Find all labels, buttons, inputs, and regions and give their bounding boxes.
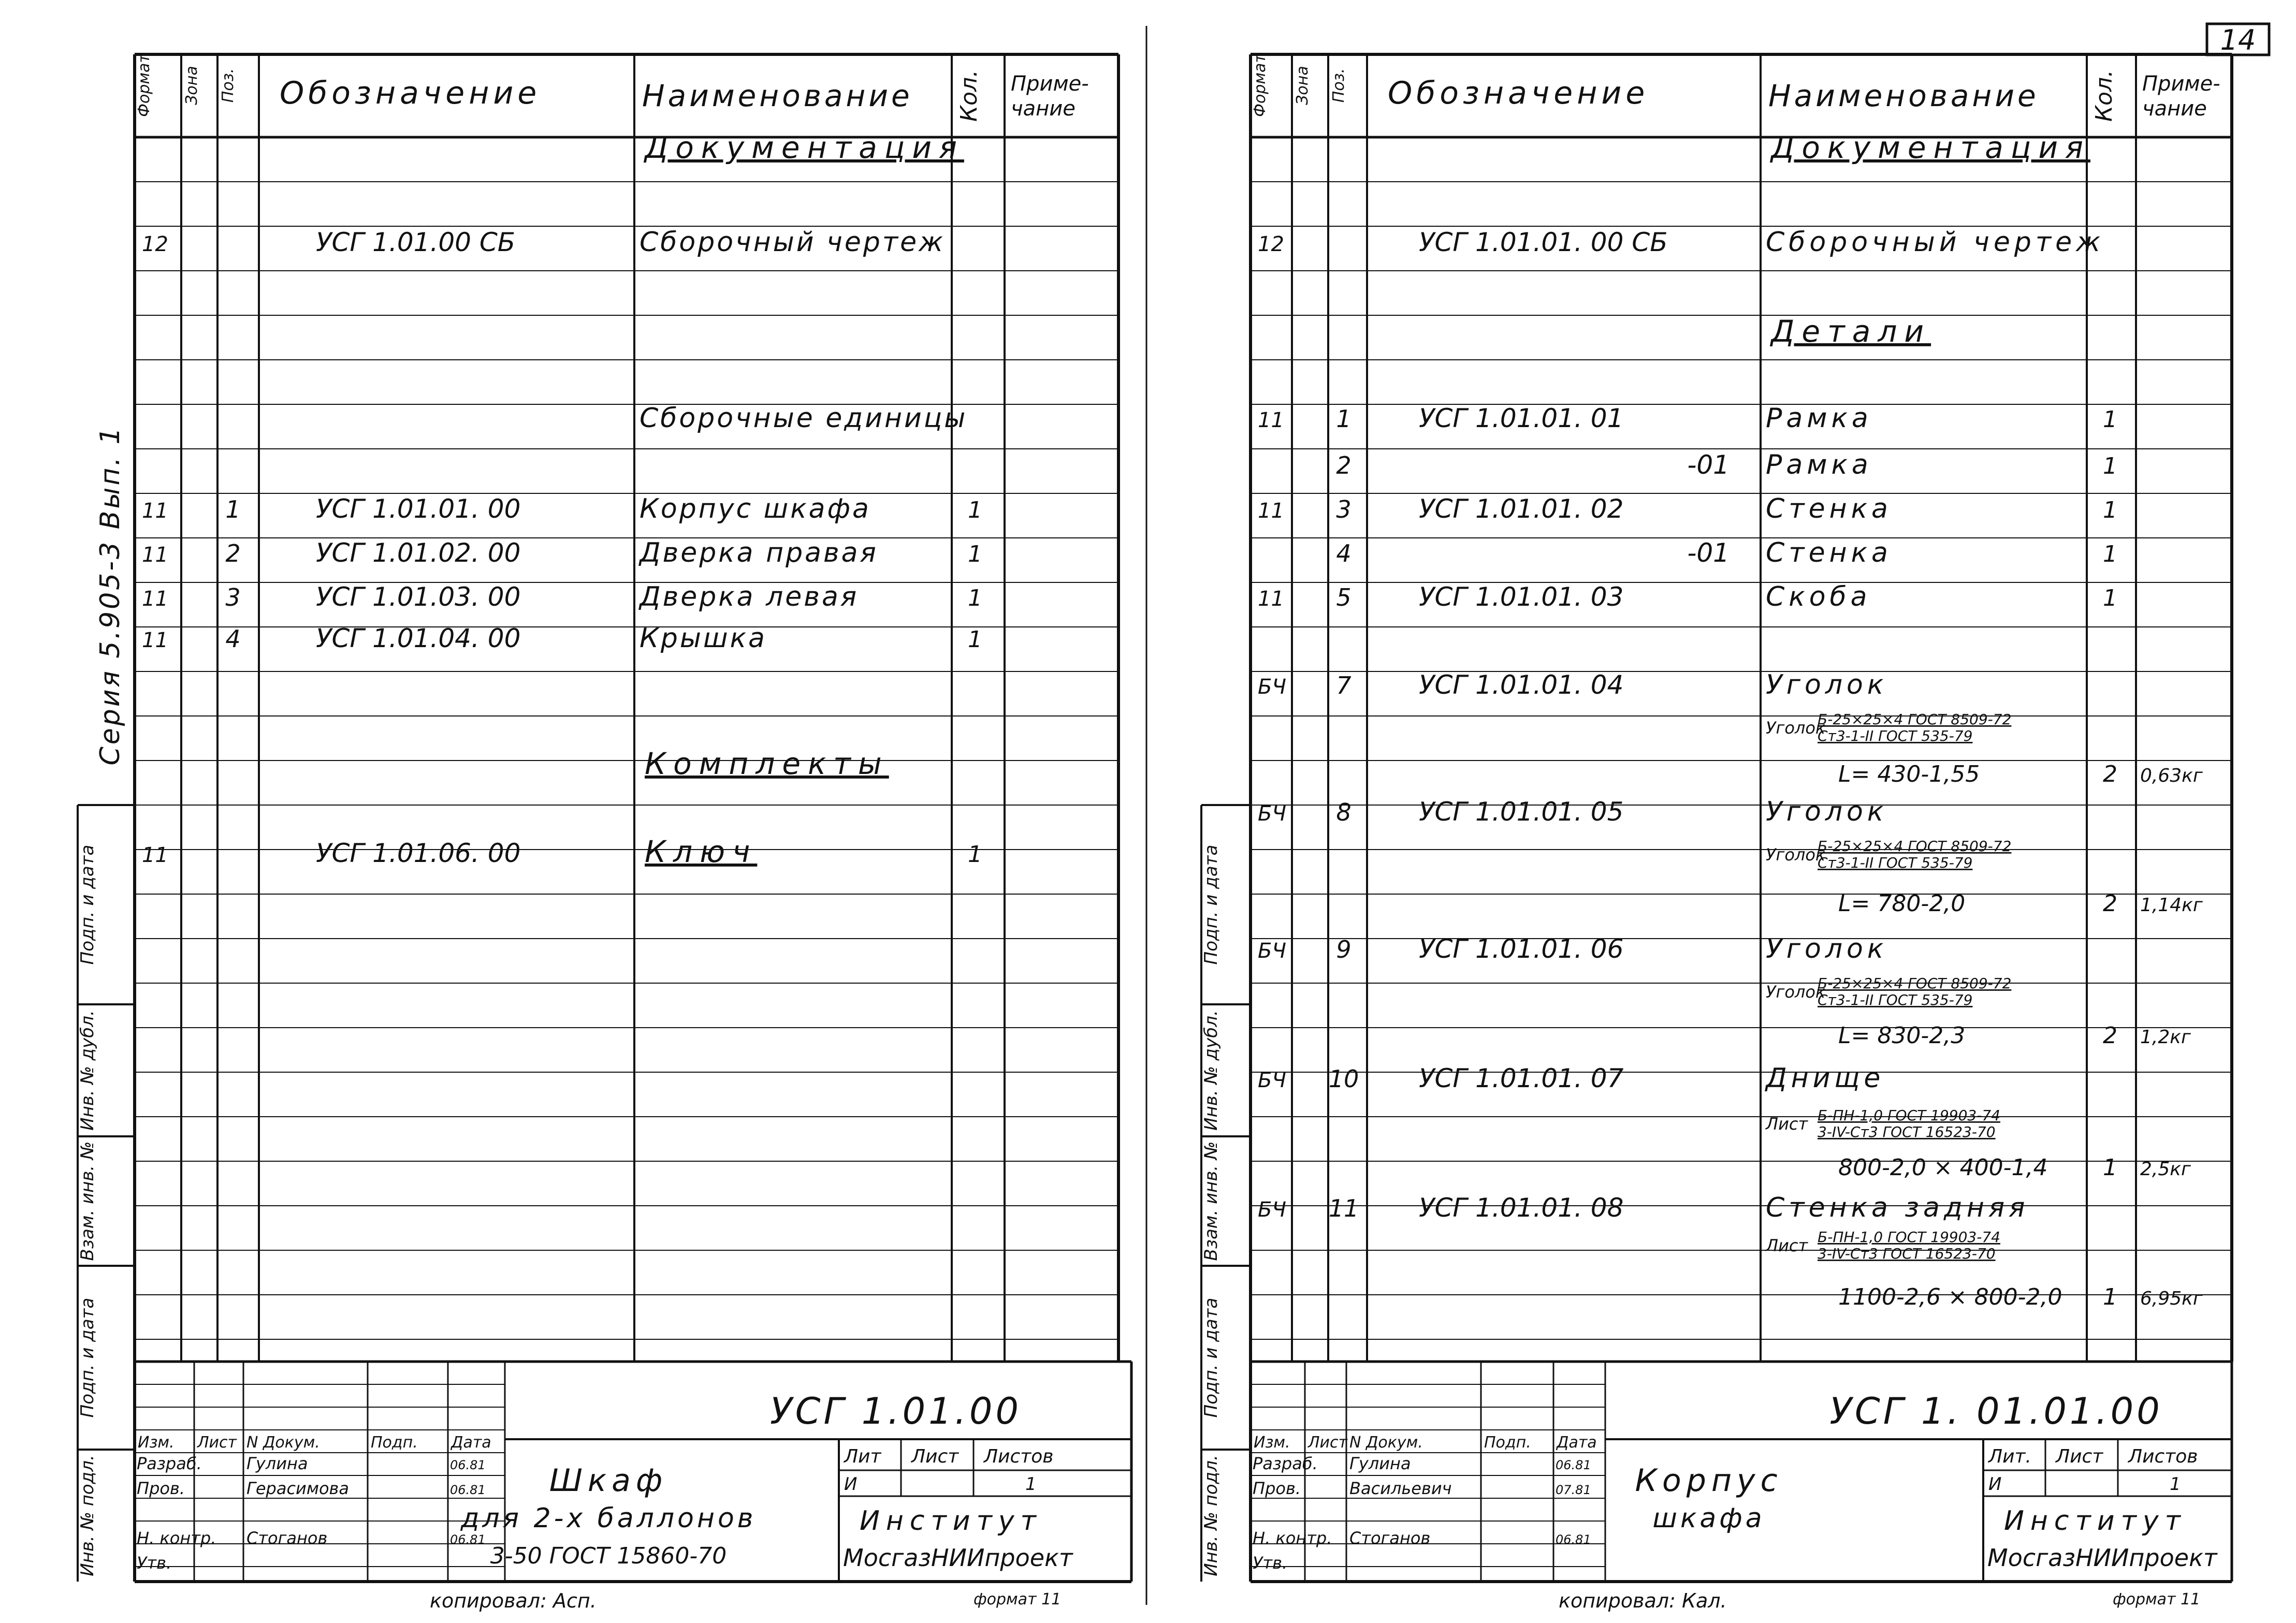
row-designation: УСГ 1.01.01. 00 СБ bbox=[1419, 227, 1668, 257]
row-qty: 2 bbox=[2103, 1022, 2117, 1049]
row-format: 11 bbox=[142, 543, 168, 567]
row-name-material: Лист bbox=[1766, 1236, 1808, 1255]
title-block-person: Стоганов bbox=[246, 1528, 328, 1548]
row-format: 11 bbox=[1258, 499, 1284, 523]
row-name: Рамка bbox=[1766, 403, 1872, 434]
title-block-role: Разраб. bbox=[137, 1454, 202, 1473]
side-strip-label: Подп. и дата bbox=[1201, 1297, 1222, 1418]
row-position: 1 bbox=[225, 495, 241, 523]
row-name-material: Б-25×25×4 ГОСТ 8509-72 bbox=[1818, 838, 2012, 855]
row-qty: 1 bbox=[2103, 585, 2117, 611]
row-section-title: Детали bbox=[1771, 314, 1931, 349]
title-block-org: МосгазНИИпроект bbox=[843, 1544, 1073, 1572]
row-name: Уголок bbox=[1766, 669, 1888, 700]
row-designation: УСГ 1.01.01. 02 bbox=[1419, 494, 1624, 524]
row-qty: 1 bbox=[968, 841, 982, 868]
title-block-role: Пров. bbox=[1253, 1479, 1301, 1498]
page-number: 14 bbox=[2220, 24, 2256, 56]
row-designation: УСГ 1.01.01. 03 bbox=[1419, 582, 1624, 612]
row-name-material: Уголок bbox=[1766, 718, 1826, 738]
row-name: Стенка задняя bbox=[1766, 1192, 2029, 1223]
title-block-person: Гулина bbox=[246, 1454, 308, 1473]
title-block-title: шкафа bbox=[1652, 1503, 1765, 1534]
row-format: БЧ bbox=[1258, 675, 1286, 699]
header-format: Формат bbox=[1251, 54, 1269, 117]
row-section-title: Документация bbox=[645, 130, 964, 165]
title-block-col-header: Лист bbox=[197, 1434, 237, 1452]
row-designation: УСГ 1.01.02. 00 bbox=[316, 538, 521, 568]
side-strip-label: Подп. и дата bbox=[1201, 844, 1222, 965]
row-designation: УСГ 1.01.01. 08 bbox=[1419, 1193, 1624, 1223]
row-position: 4 bbox=[1336, 539, 1352, 567]
title-block-sheet-label: Лист bbox=[911, 1446, 959, 1467]
title-block-date: 06.81 bbox=[450, 1458, 486, 1472]
row-name: Уголок bbox=[1766, 796, 1888, 827]
row-name-material: Б-25×25×4 ГОСТ 8509-72 bbox=[1818, 975, 2012, 992]
row-note: 6,95кг bbox=[2140, 1288, 2203, 1309]
header-pos: Поз. bbox=[1330, 68, 1348, 103]
row-name-material: Ст3-1-II ГОСТ 535-79 bbox=[1818, 727, 1973, 744]
row-name: Дверка правая bbox=[640, 537, 878, 568]
row-format: БЧ bbox=[1258, 939, 1286, 963]
title-block-col-header: N Докум. bbox=[1349, 1434, 1423, 1452]
row-designation: УСГ 1.01.01. 06 bbox=[1419, 934, 1624, 964]
side-series: Серия 5.905-3 Вып. 1 bbox=[95, 425, 126, 766]
title-block-org: МосгазНИИпроект bbox=[1987, 1544, 2217, 1572]
header-note: чание bbox=[1011, 97, 1076, 121]
title-block-lit-label: Лит bbox=[844, 1446, 881, 1467]
side-strip-label: Взам. инв. № bbox=[1201, 1141, 1222, 1261]
row-name: Сборочный чертеж bbox=[640, 227, 945, 258]
row-format: БЧ bbox=[1258, 1198, 1286, 1222]
title-block-sheets-label: Листов bbox=[984, 1446, 1054, 1467]
row-qty: 1 bbox=[968, 626, 982, 653]
row-name-size: 800-2,0 × 400-1,4 bbox=[1838, 1154, 2048, 1181]
row-name-material: Б-ПН-1,0 ГОСТ 19903-74 bbox=[1818, 1107, 2000, 1124]
row-format: 11 bbox=[142, 587, 168, 611]
header-note: чание bbox=[2142, 97, 2207, 121]
row-position: 3 bbox=[225, 583, 241, 611]
row-position: 9 bbox=[1336, 935, 1352, 963]
row-name-material: Лист bbox=[1766, 1114, 1808, 1134]
title-block-title: 3-50 ГОСТ 15860-70 bbox=[490, 1543, 727, 1569]
title-block-person: Васильевич bbox=[1349, 1479, 1452, 1498]
row-name-material: Б-ПН-1,0 ГОСТ 19903-74 bbox=[1818, 1229, 2000, 1246]
row-designation: -01 bbox=[1687, 538, 1730, 568]
side-strip-label: Подп. и дата bbox=[77, 1297, 98, 1418]
header-note: Приме- bbox=[2142, 72, 2220, 96]
row-qty: 1 bbox=[2103, 406, 2117, 433]
footer-copied: копировал: Кал. bbox=[1559, 1589, 1727, 1612]
title-block-code: УСГ 1.01.00 bbox=[770, 1390, 1022, 1432]
row-name-material: 3-IV-Ст3 ГОСТ 16523-70 bbox=[1818, 1245, 1996, 1262]
title-block-col-header: Дата bbox=[1557, 1434, 1597, 1452]
row-designation: УСГ 1.01.01. 01 bbox=[1419, 403, 1624, 433]
title-block-person: Герасимова bbox=[246, 1479, 350, 1498]
row-name-size: L= 780-2,0 bbox=[1838, 890, 1966, 917]
title-block-col-header: Подп. bbox=[1484, 1434, 1531, 1452]
row-position: 5 bbox=[1336, 583, 1352, 611]
row-format: 12 bbox=[1258, 232, 1284, 256]
row-format: БЧ bbox=[1258, 802, 1286, 826]
title-block-role: Утв. bbox=[1253, 1553, 1288, 1573]
row-name-material: Б-25×25×4 ГОСТ 8509-72 bbox=[1818, 711, 2012, 728]
header-zone: Зона bbox=[183, 66, 201, 105]
title-block-col-header: Изм. bbox=[138, 1434, 175, 1452]
row-designation: УСГ 1.01.01. 04 bbox=[1419, 670, 1624, 700]
title-block-role: Разраб. bbox=[1253, 1454, 1318, 1473]
title-block-person: Гулина bbox=[1349, 1454, 1411, 1473]
row-name: Рамка bbox=[1766, 449, 1872, 480]
row-section-title: Комплекты bbox=[645, 746, 889, 781]
title-block-title: Корпус bbox=[1635, 1463, 1783, 1499]
right-sheet bbox=[1201, 53, 2232, 1612]
title-block-date: 06.81 bbox=[1556, 1458, 1591, 1472]
row-format: 11 bbox=[1258, 587, 1284, 611]
row-position: 2 bbox=[225, 539, 241, 567]
row-designation: УСГ 1.01.01. 07 bbox=[1419, 1063, 1624, 1093]
title-block-role: Н. контр. bbox=[137, 1528, 216, 1548]
side-strip-label: Инв. № подл. bbox=[1201, 1455, 1222, 1576]
title-block-col-header: Подп. bbox=[371, 1434, 418, 1452]
row-name: Крышка bbox=[640, 623, 767, 654]
row-position: 10 bbox=[1328, 1065, 1359, 1093]
title-block-title: Шкаф bbox=[549, 1463, 668, 1499]
title-block-role: Утв. bbox=[137, 1553, 172, 1573]
row-designation: УСГ 1.01.04. 00 bbox=[316, 623, 521, 653]
row-designation: УСГ 1.01.01. 00 bbox=[316, 494, 521, 524]
header-pos: Поз. bbox=[219, 68, 237, 103]
row-designation: УСГ 1.01.06. 00 bbox=[316, 838, 521, 868]
title-block-lit-label: Лит. bbox=[1988, 1446, 2031, 1467]
title-block-col-header: Лист bbox=[1308, 1434, 1348, 1452]
row-name-material: Ст3-1-II ГОСТ 535-79 bbox=[1818, 854, 1973, 871]
title-block-title: для 2-х баллонов bbox=[460, 1503, 757, 1534]
row-format: БЧ bbox=[1258, 1069, 1286, 1092]
row-qty: 1 bbox=[2103, 453, 2117, 479]
row-position: 8 bbox=[1336, 798, 1352, 826]
row-name-material: Уголок bbox=[1766, 982, 1826, 1002]
header-designation: Обозначение bbox=[1388, 75, 1649, 111]
row-section-title: Ключ bbox=[645, 834, 758, 869]
row-note: 1,14кг bbox=[2140, 895, 2203, 916]
row-format: 11 bbox=[142, 628, 168, 652]
title-block-lit-value: И bbox=[1988, 1474, 2002, 1495]
row-designation: -01 bbox=[1687, 450, 1730, 480]
title-block-role: Н. контр. bbox=[1253, 1528, 1332, 1548]
title-block-col-header: Дата bbox=[451, 1434, 491, 1452]
row-note: 2,5кг bbox=[2140, 1159, 2191, 1180]
row-format: 11 bbox=[142, 499, 168, 523]
row-qty: 1 bbox=[2103, 1154, 2117, 1181]
row-name: Стенка bbox=[1766, 537, 1892, 568]
row-name: Сборочный чертеж bbox=[1766, 227, 2104, 258]
row-name-material: Уголок bbox=[1766, 845, 1826, 865]
row-position: 3 bbox=[1336, 495, 1352, 523]
row-position: 11 bbox=[1328, 1194, 1359, 1222]
header-name: Наименование bbox=[642, 78, 913, 113]
title-block-col-header: N Докум. bbox=[246, 1434, 320, 1452]
row-name-size: L= 830-2,3 bbox=[1838, 1022, 1966, 1049]
title-block-org: Институт bbox=[860, 1505, 1042, 1537]
row-qty: 1 bbox=[2103, 1284, 2117, 1310]
row-qty: 1 bbox=[968, 497, 982, 523]
footer-format: формат 11 bbox=[973, 1590, 1062, 1609]
header-note: Приме- bbox=[1011, 72, 1089, 96]
side-strip-label: Инв. № дубл. bbox=[1201, 1010, 1222, 1131]
title-block-code: УСГ 1. 01.01.00 bbox=[1829, 1390, 2163, 1432]
header-designation: Обозначение bbox=[280, 75, 541, 111]
title-block-date: 06.81 bbox=[450, 1532, 486, 1547]
row-position: 7 bbox=[1336, 671, 1352, 699]
row-qty: 1 bbox=[968, 585, 982, 611]
row-position: 2 bbox=[1336, 451, 1352, 479]
left-sheet bbox=[77, 53, 1131, 1612]
title-block-sheets-value: 1 bbox=[2170, 1474, 2181, 1495]
row-position: 4 bbox=[225, 625, 241, 653]
row-name-material: 3-IV-Ст3 ГОСТ 16523-70 bbox=[1818, 1123, 1996, 1141]
row-designation: УСГ 1.01.03. 00 bbox=[316, 582, 521, 612]
title-block-lit-value: И bbox=[844, 1474, 858, 1495]
row-format: 11 bbox=[142, 843, 168, 867]
row-designation: УСГ 1.01.00 СБ bbox=[316, 227, 516, 257]
row-name: Днище bbox=[1766, 1063, 1885, 1094]
row-name: Сборочные единицы bbox=[640, 403, 968, 434]
row-position: 1 bbox=[1336, 405, 1352, 433]
row-name: Дверка левая bbox=[640, 581, 859, 612]
title-block-date: 07.81 bbox=[1556, 1483, 1591, 1497]
row-name: Уголок bbox=[1766, 933, 1888, 964]
side-strip-label: Инв. № подл. bbox=[77, 1455, 98, 1576]
title-block-sheets-label: Листов bbox=[2128, 1446, 2198, 1467]
title-block-date: 06.81 bbox=[1556, 1532, 1591, 1547]
row-qty: 1 bbox=[968, 541, 982, 567]
row-designation: УСГ 1.01.01. 05 bbox=[1419, 797, 1624, 827]
title-block-date: 06.81 bbox=[450, 1483, 486, 1497]
row-note: 0,63кг bbox=[2140, 765, 2203, 786]
row-qty: 1 bbox=[2103, 497, 2117, 523]
header-zone: Зона bbox=[1294, 66, 1312, 105]
header-format: Формат bbox=[135, 54, 153, 117]
title-block-sheet-label: Лист bbox=[2056, 1446, 2103, 1467]
row-format: 11 bbox=[1258, 408, 1284, 432]
title-block-role: Пров. bbox=[137, 1479, 185, 1498]
row-name: Стенка bbox=[1766, 493, 1892, 524]
side-strip-label: Инв. № дубл. bbox=[77, 1010, 98, 1131]
footer-copied: копировал: Асп. bbox=[430, 1589, 597, 1612]
row-name-size: 1100-2,6 × 800-2,0 bbox=[1838, 1284, 2062, 1310]
side-strip-label: Взам. инв. № bbox=[77, 1141, 98, 1261]
header-qty: Кол. bbox=[2091, 69, 2117, 122]
title-block-person: Стоганов bbox=[1349, 1528, 1431, 1548]
header-name: Наименование bbox=[1768, 78, 2039, 113]
footer-format: формат 11 bbox=[2113, 1590, 2201, 1609]
row-name: Корпус шкафа bbox=[640, 493, 871, 524]
header-qty: Кол. bbox=[956, 69, 982, 122]
row-note: 1,2кг bbox=[2140, 1027, 2191, 1048]
row-qty: 2 bbox=[2103, 890, 2117, 917]
row-qty: 1 bbox=[2103, 541, 2117, 567]
title-block-sheets-value: 1 bbox=[1025, 1474, 1037, 1495]
row-name-material: Ст3-1-II ГОСТ 535-79 bbox=[1818, 991, 1973, 1008]
row-qty: 2 bbox=[2103, 761, 2117, 787]
row-format: 12 bbox=[142, 232, 168, 256]
row-name-size: L= 430-1,55 bbox=[1838, 761, 1980, 787]
title-block-org: Институт bbox=[2004, 1505, 2187, 1537]
row-name: Скоба bbox=[1766, 581, 1871, 612]
side-strip-label: Подп. и дата bbox=[77, 844, 98, 965]
row-section-title: Документация bbox=[1771, 130, 2090, 165]
title-block-col-header: Изм. bbox=[1254, 1434, 1290, 1452]
